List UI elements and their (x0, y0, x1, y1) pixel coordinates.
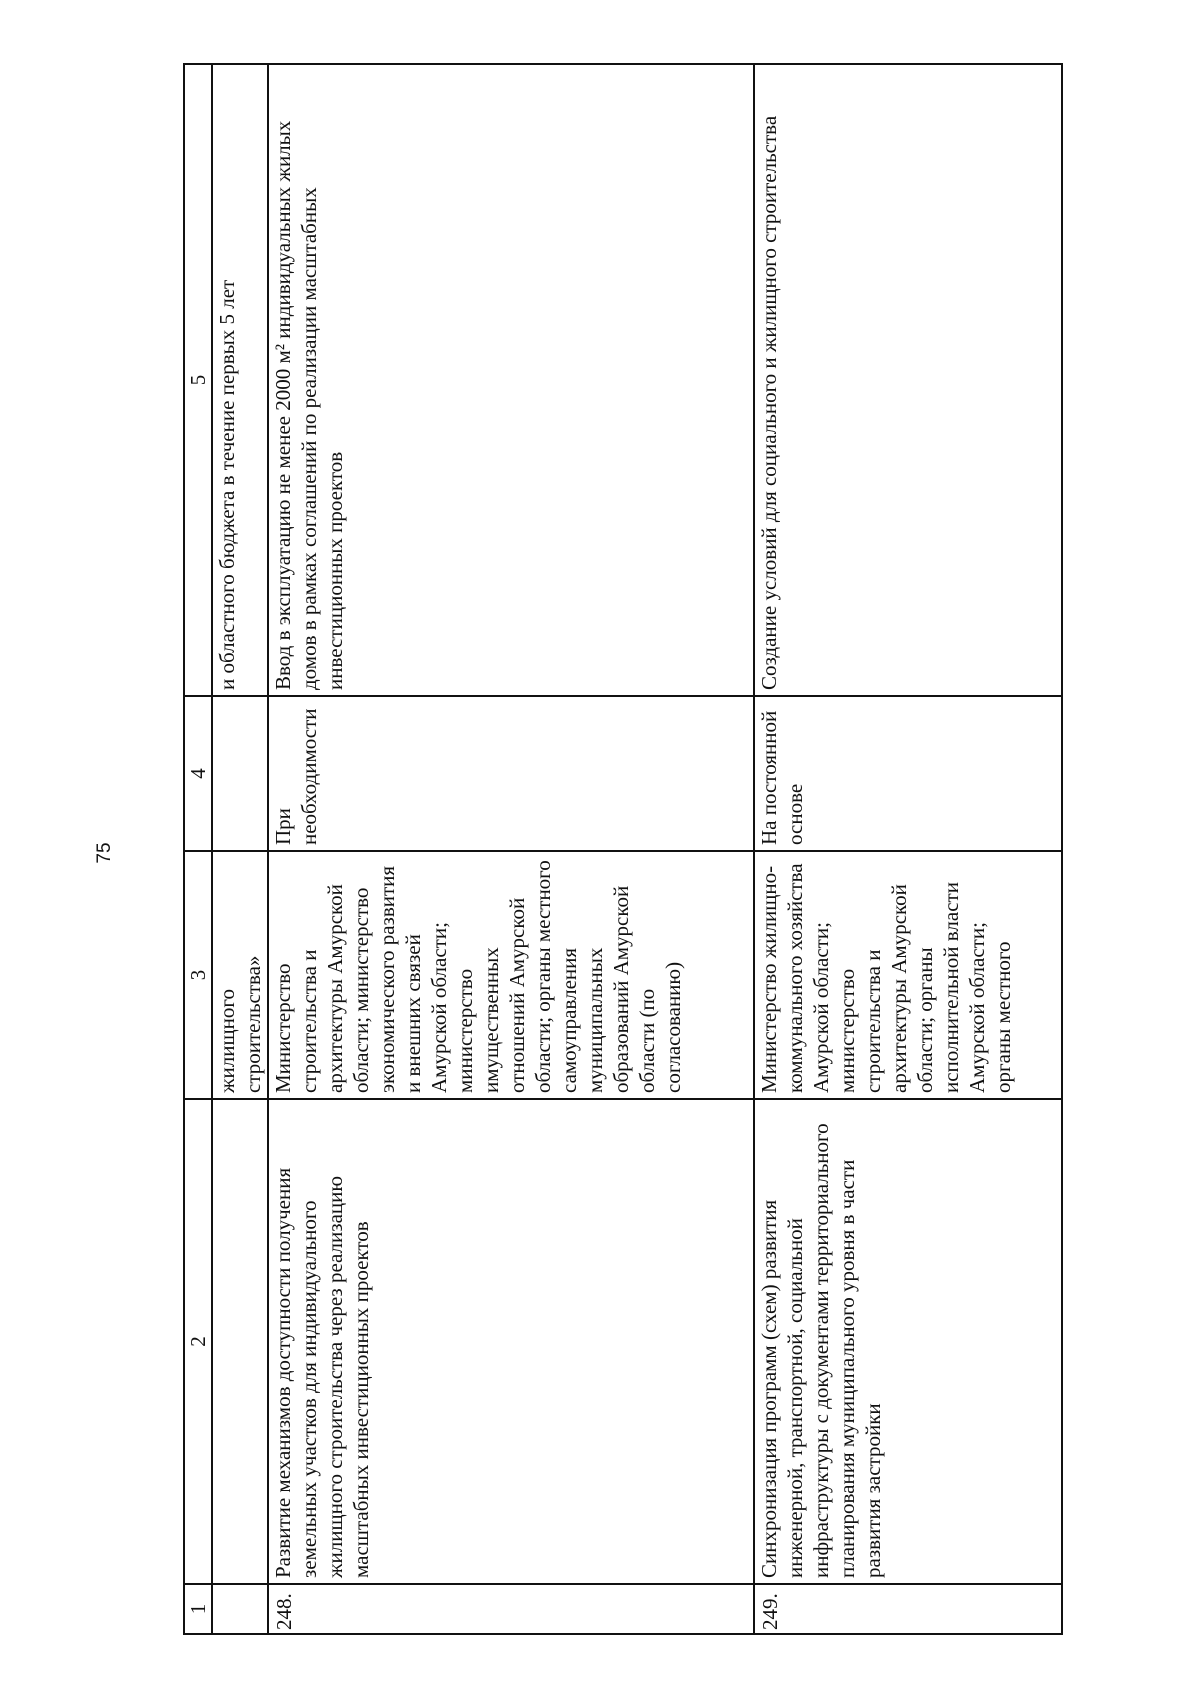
continuation-result: и областного бюджета в течение первых 5 лет (212, 64, 268, 696)
column-number-5: 5 (184, 64, 212, 696)
column-number-row (184, 64, 212, 1634)
column-number-4: 4 (184, 696, 212, 851)
table-row-248 (268, 64, 754, 1634)
row-number: 248. (268, 1584, 754, 1634)
result-cell: Создание условий для социального и жилищного строительства (754, 64, 1062, 696)
continuation-term (212, 696, 268, 851)
result-cell: Ввод в эксплуатацию не менее 2000 м² индивидуальных жилых домов в рамках соглашений по реализации масштабных инвестиционных проектов (268, 64, 754, 696)
responsible-cell: Министерство строительства и архитектуры Амурской области; министерство экономического развития и внешних связей Амурской области; министерство имущественных отношений Амурской области; органы местного самоуправления муниципальных образований Амурской области (по согласованию) (268, 851, 754, 1099)
column-number-3: 3 (184, 851, 212, 1099)
continuation-measure (212, 1099, 268, 1584)
term-cell: При необходимости (268, 696, 754, 851)
continuation-row (212, 64, 268, 1634)
column-number-1: 1 (184, 1584, 212, 1634)
column-number-2: 2 (184, 1099, 212, 1584)
responsible-cell: Министерство жилищно-коммунального хозяйства Амурской области; министерство строительства и архитектуры Амурской области; органы исполнительной власти Амурской области; органы местного (754, 851, 1062, 1099)
continuation-num (212, 1584, 268, 1634)
table-row-249 (754, 64, 1062, 1634)
measure-cell: Синхронизация программ (схем) развития инженерной, транспортной, социальной инфраструктуры с документами территориального планирования муниципального уровня в части развития застройки (754, 1099, 1062, 1584)
document-table-container (183, 65, 1063, 1635)
page-number: 75 (94, 842, 115, 864)
term-cell: На постоянной основе (754, 696, 1062, 851)
continuation-responsible: жилищного строительства» (212, 851, 268, 1099)
measure-cell: Развитие механизмов доступности получения земельных участков для индивидуального жилищного строительства через реализацию масштабных инвестиционных проектов (268, 1099, 754, 1584)
row-number: 249. (754, 1584, 1062, 1634)
measures-table (183, 63, 1063, 1635)
